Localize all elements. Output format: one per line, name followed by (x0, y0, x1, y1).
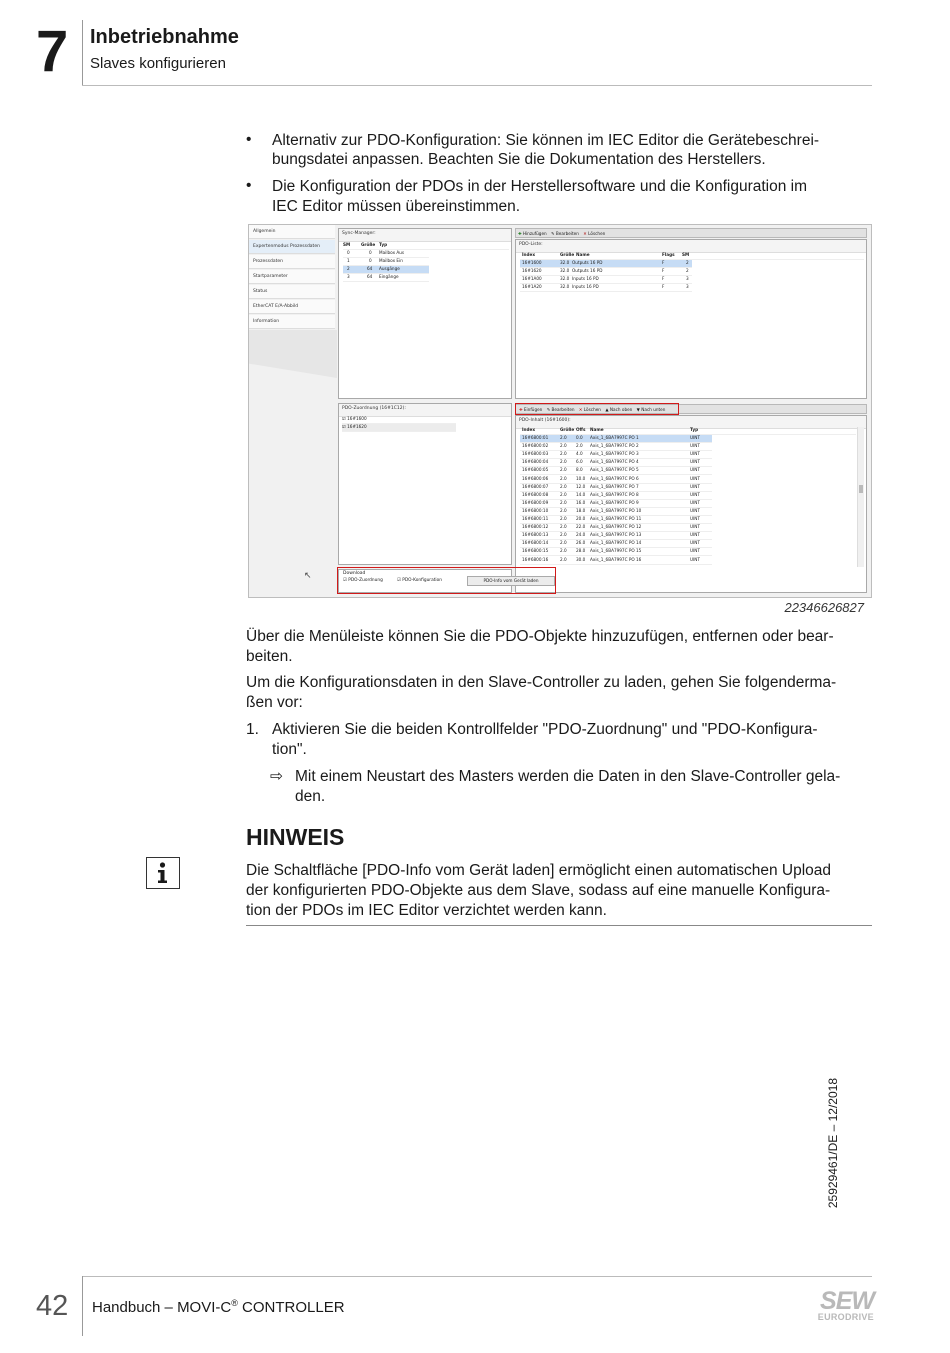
table-cell: 18.0 (576, 507, 586, 513)
table-cell: Axis_1_6BA7997C PO 2 (590, 443, 639, 449)
footer-rule (82, 1276, 872, 1277)
table-row[interactable] (520, 524, 712, 532)
bullet-2-line-1: Die Konfiguration der PDOs in der Herstellersoftware und die Konfiguration im (272, 178, 808, 195)
footer-divider (82, 1276, 83, 1336)
pdo-info-button[interactable]: PDO-Info vom Gerät laden (467, 576, 555, 586)
table-cell: Axis_1_6BA7997C PO 10 (590, 507, 642, 513)
edit-pdo-button[interactable]: Bearbeiten (555, 231, 579, 236)
table-row[interactable] (520, 548, 712, 556)
nav-item-expertenmodus[interactable]: Expertenmodus Prozessdaten (249, 240, 335, 254)
insert-icon: ✚ (519, 407, 523, 412)
checkbox-checked-icon: ☑ (342, 424, 346, 429)
table-cell: 2.0 (560, 443, 567, 449)
table-cell: 16.0 (576, 499, 586, 505)
table-cell: Axis_1_6BA7997C PO 8 (590, 491, 639, 497)
table-cell: UINT (690, 475, 700, 481)
paragraph-2-line-2: ßen vor: (246, 694, 303, 711)
add-pdo-button[interactable]: Hinzufügen (522, 231, 547, 236)
table-cell: UINT (690, 443, 700, 449)
table-row[interactable] (520, 508, 712, 516)
checkbox-checked-icon: ☑ (343, 578, 347, 583)
table-cell: Axis_1_6BA7997C PO 3 (590, 451, 639, 457)
sync-manager-header (343, 242, 509, 250)
table-row[interactable] (520, 484, 712, 492)
chapter-number: 7 (36, 19, 69, 84)
result-arrow-icon: ⇨ (270, 768, 283, 785)
table-cell: 6.0 (576, 459, 583, 465)
scrollbar-thumb[interactable] (859, 485, 863, 493)
table-row[interactable]: 16#1620 32.0 Outputs 16 PD F 2 (520, 268, 692, 276)
nav-item-allgemein[interactable]: Allgemein (249, 225, 335, 239)
table-cell: 26.0 (576, 540, 586, 546)
table-cell: 8.0 (576, 467, 583, 473)
table-cell: 2.0 (560, 548, 567, 554)
table-cell: 2.0 (560, 435, 567, 440)
paragraph-1-line-2: beiten. (246, 648, 293, 665)
table-cell: Axis_1_6BA7997C PO 5 (590, 467, 639, 473)
table-cell: 14.0 (576, 491, 586, 497)
table-cell: 16#6800:04 (522, 459, 549, 465)
table-row[interactable] (520, 443, 712, 451)
header-divider (82, 20, 83, 86)
table-cell: Axis_1_6BA7997C PO 6 (590, 475, 639, 481)
nav-item-ea-abbild[interactable]: EtherCAT E/A-Abbild (249, 300, 335, 314)
table-row[interactable] (520, 459, 712, 467)
table-cell: 0.0 (576, 435, 583, 440)
table-row[interactable] (520, 435, 712, 443)
table-cell: 12.0 (576, 483, 586, 489)
table-cell: Axis_1_6BA7997C PO 14 (590, 540, 642, 546)
document-id: 25929461/DE – 12/2018 (826, 1078, 840, 1209)
table-cell: UINT (690, 540, 700, 546)
table-cell: Name (590, 427, 604, 432)
bullet-marker: • (246, 131, 252, 148)
step-number: 1. (246, 721, 259, 738)
table-cell: Axis_1_6BA7997C PO 1 (590, 435, 639, 440)
nav-item-status[interactable]: Status (249, 285, 335, 299)
table-cell: Axis_1_6BA7997C PO 16 (590, 556, 642, 562)
paragraph-2-line-1: Um die Konfigurationsdaten in den Slave-Controller zu laden, gehen Sie folgenderma- (246, 674, 837, 691)
table-cell: 16#6800:15 (522, 548, 549, 554)
edit-entry-button[interactable]: Bearbeiten (551, 407, 575, 412)
nav-item-startparameter[interactable]: Startparameter (249, 270, 335, 284)
note-rule (246, 925, 872, 926)
table-cell: 16#6800:10 (522, 507, 549, 513)
table-cell: Axis_1_6BA7997C PO 13 (590, 532, 642, 538)
table-cell: Index (522, 427, 536, 432)
highlight-download-box (337, 567, 556, 594)
pdo-list-header: Index Größe Name Flags SM (520, 252, 864, 260)
step-1-line-2: tion". (272, 741, 307, 758)
table-row[interactable]: 0 0 Mailbox Aus (343, 250, 429, 258)
pdo-content-panel (515, 415, 867, 593)
move-down-button[interactable]: Nach unten (641, 407, 666, 412)
pdo-assignment-panel (338, 403, 512, 565)
pdo-list-toolbar (515, 228, 867, 238)
table-row[interactable]: 16#1A00 32.0 Inputs 16 PD F 3 (520, 276, 692, 284)
table-row[interactable]: 3 64 Eingänge (343, 274, 429, 282)
table-row[interactable]: 16#1A20 32.0 Inputs 16 PD F 3 (520, 284, 692, 292)
table-cell: 2.0 (560, 516, 567, 521)
table-row[interactable] (520, 476, 712, 484)
pdo-list-panel (515, 239, 867, 399)
delete-pdo-button[interactable]: Löschen (588, 231, 606, 236)
bullet-marker: • (246, 177, 252, 194)
add-icon: ✚ (518, 231, 522, 236)
bullet-1-line-2: bungsdatei anpassen. Beachten Sie die Dokumentation des Herstellers. (272, 151, 766, 168)
table-cell: UINT (690, 499, 700, 505)
table-cell: 2.0 (560, 532, 567, 538)
table-cell: UINT (690, 491, 700, 497)
table-cell: UINT (690, 532, 700, 538)
pdo-zuordnung-checkbox[interactable]: ☑ PDO-Zuordnung (343, 578, 383, 583)
table-cell: 2.0 (560, 491, 567, 497)
table-cell: 20.0 (576, 516, 586, 521)
note-heading: HINWEIS (246, 824, 345, 850)
table-row[interactable] (520, 516, 712, 524)
table-cell: 16#6800:09 (522, 499, 549, 505)
table-cell: UINT (690, 435, 700, 440)
table-cell: 16#6800:16 (522, 556, 549, 562)
table-cell: UINT (690, 548, 700, 554)
pdo-config-screenshot (248, 224, 872, 598)
chapter-title: Inbetriebnahme (90, 26, 239, 48)
mouse-cursor-icon: ↖ (304, 571, 312, 581)
table-cell: 4.0 (576, 451, 583, 457)
table-cell: 2.0 (560, 524, 567, 530)
bullet-1-line-1: Alternativ zur PDO-Konfiguration: Sie können im IEC Editor die Gerätebeschrei- (272, 132, 820, 149)
highlight-toolbar-box (515, 403, 679, 415)
table-row[interactable]: 2 64 Ausgänge (343, 266, 429, 274)
table-row[interactable] (520, 540, 712, 548)
delete-entry-button[interactable]: Löschen (583, 407, 601, 412)
insert-button[interactable]: Einfügen (523, 407, 543, 412)
table-cell: Axis_1_6BA7997C PO 9 (590, 499, 639, 505)
table-cell: 16#6800:13 (522, 532, 549, 538)
pdo-assignment-title: PDO-Zuordnung (16#1C12): (339, 404, 511, 417)
sew-logo: SEW EURODRIVE (817, 1287, 874, 1322)
table-row[interactable] (520, 451, 712, 459)
bullet-2-line-2: IEC Editor müssen übereinstimmen. (272, 198, 521, 215)
page-number: 42 (36, 1290, 69, 1322)
download-title: Download (343, 571, 366, 576)
table-cell: 24.0 (576, 532, 586, 538)
table-cell: Axis_1_6BA7997C PO 4 (590, 459, 639, 465)
table-row[interactable] (520, 557, 712, 565)
note-line-3: tion der PDOs im IEC Editor verzichtet werden kann. (246, 902, 607, 919)
table-cell: 16#6800:01 (522, 435, 549, 440)
table-cell: 16#6800:02 (522, 443, 549, 449)
table-cell: 2.0 (560, 459, 567, 465)
table-cell: 16#6800:03 (522, 451, 549, 457)
table-cell: 16#6800:05 (522, 467, 549, 473)
nav-item-information[interactable]: Information (249, 315, 335, 329)
table-cell: Axis_1_6BA7997C PO 12 (590, 524, 642, 530)
info-icon (146, 857, 180, 889)
checkbox-checked-icon: ☑ (397, 578, 401, 583)
table-cell: 30.0 (576, 556, 586, 562)
pdo-content-header (520, 427, 856, 435)
table-cell: UINT (690, 556, 700, 562)
col-sm: SM (343, 242, 351, 247)
table-cell: UINT (690, 467, 700, 473)
table-cell: 2.0 (560, 475, 567, 481)
table-cell: 22.0 (576, 524, 586, 530)
edit-icon: ✎ (551, 231, 555, 236)
table-cell: UINT (690, 451, 700, 457)
table-cell: 2.0 (560, 499, 567, 505)
table-cell: Typ (690, 427, 699, 432)
table-row[interactable] (520, 492, 712, 500)
table-cell: 16#6800:07 (522, 483, 549, 489)
table-cell: Axis_1_6BA7997C PO 15 (590, 548, 642, 554)
pdo-assignment-item[interactable]: ☑ 16#1620 (342, 424, 456, 432)
figure-id: 22346626827 (784, 600, 864, 615)
table-cell: 16#6800:08 (522, 491, 549, 497)
table-cell: UINT (690, 459, 700, 465)
table-cell: 2.0 (560, 483, 567, 489)
table-row[interactable]: 16#1600 32.0 Outputs 16 PD F 2 (520, 260, 692, 268)
delete-icon: ✕ (578, 407, 583, 412)
table-cell: UINT (690, 516, 700, 521)
table-cell: 16#6800:11 (522, 516, 549, 521)
table-row[interactable] (520, 532, 712, 540)
note-line-2: der konfigurierten PDO-Objekte aus dem Slave, sodass auf eine manuelle Konfigura- (246, 882, 831, 899)
step-1-line-1: Aktivieren Sie die beiden Kontrollfelder "PDO-Zuordnung" und "PDO-Konfigura- (272, 721, 818, 738)
arrow-up-icon: ▲ (605, 407, 609, 412)
result-line-2: den. (295, 788, 326, 805)
pdo-content-title: PDO-Inhalt (16#1600): (516, 416, 866, 429)
delete-icon: ✕ (583, 231, 587, 236)
nav-item-prozessdaten[interactable]: Prozessdaten (249, 255, 335, 269)
table-cell: Axis_1_6BA7997C PO 7 (590, 483, 639, 489)
pdo-list-title: PDO-Liste: (516, 240, 866, 253)
table-row[interactable] (520, 500, 712, 508)
table-row[interactable] (520, 467, 712, 475)
table-cell: 2.0 (560, 467, 567, 473)
note-line-1: Die Schaltfläche [PDO-Info vom Gerät laden] ermöglicht einen automatischen Upload (246, 862, 831, 879)
footer-title: Handbuch – MOVI-C® CONTROLLER (92, 1298, 345, 1316)
table-cell: UINT (690, 524, 700, 530)
table-cell: 2.0 (560, 556, 567, 562)
pdo-assignment-item[interactable]: ☑ 16#1600 (342, 416, 456, 424)
table-cell: UINT (690, 483, 700, 489)
edit-icon: ✎ (546, 407, 551, 412)
pdo-konfiguration-checkbox[interactable]: ☑ PDO-Konfiguration (397, 578, 442, 583)
paragraph-1-line-1: Über die Menüleiste können Sie die PDO-Objekte hinzuzufügen, entfernen oder bear- (246, 628, 834, 645)
header-rule (82, 85, 872, 86)
table-cell: 28.0 (576, 548, 586, 554)
table-cell: 2.0 (560, 507, 567, 513)
table-cell: Offs (576, 427, 586, 432)
arrow-down-icon: ▼ (636, 407, 640, 412)
sync-manager-title: Sync-Manager: (339, 229, 511, 242)
sync-manager-panel (338, 228, 512, 399)
chapter-subtitle: Slaves konfigurieren (90, 55, 226, 72)
table-cell: 16#6800:06 (522, 475, 549, 481)
col-typ: Typ (379, 242, 388, 247)
checkbox-checked-icon: ☑ (342, 416, 346, 421)
table-cell: 2.0 (576, 443, 583, 449)
table-cell: 16#6800:12 (522, 524, 549, 530)
scrollbar[interactable] (857, 427, 864, 567)
table-cell: 2.0 (560, 540, 567, 546)
table-cell: 2.0 (560, 451, 567, 457)
table-cell: UINT (690, 507, 700, 513)
move-up-button[interactable]: Nach oben (609, 407, 633, 412)
table-cell: Größe (560, 427, 575, 432)
table-cell: 10.0 (576, 475, 586, 481)
col-groesse: Größe (361, 242, 376, 247)
table-cell: Axis_1_6BA7997C PO 11 (590, 516, 642, 521)
table-row[interactable]: 1 0 Mailbox Ein (343, 258, 429, 266)
result-line-1: Mit einem Neustart des Masters werden die Daten in den Slave-Controller gela- (295, 768, 841, 785)
table-cell: 16#6800:14 (522, 540, 549, 546)
